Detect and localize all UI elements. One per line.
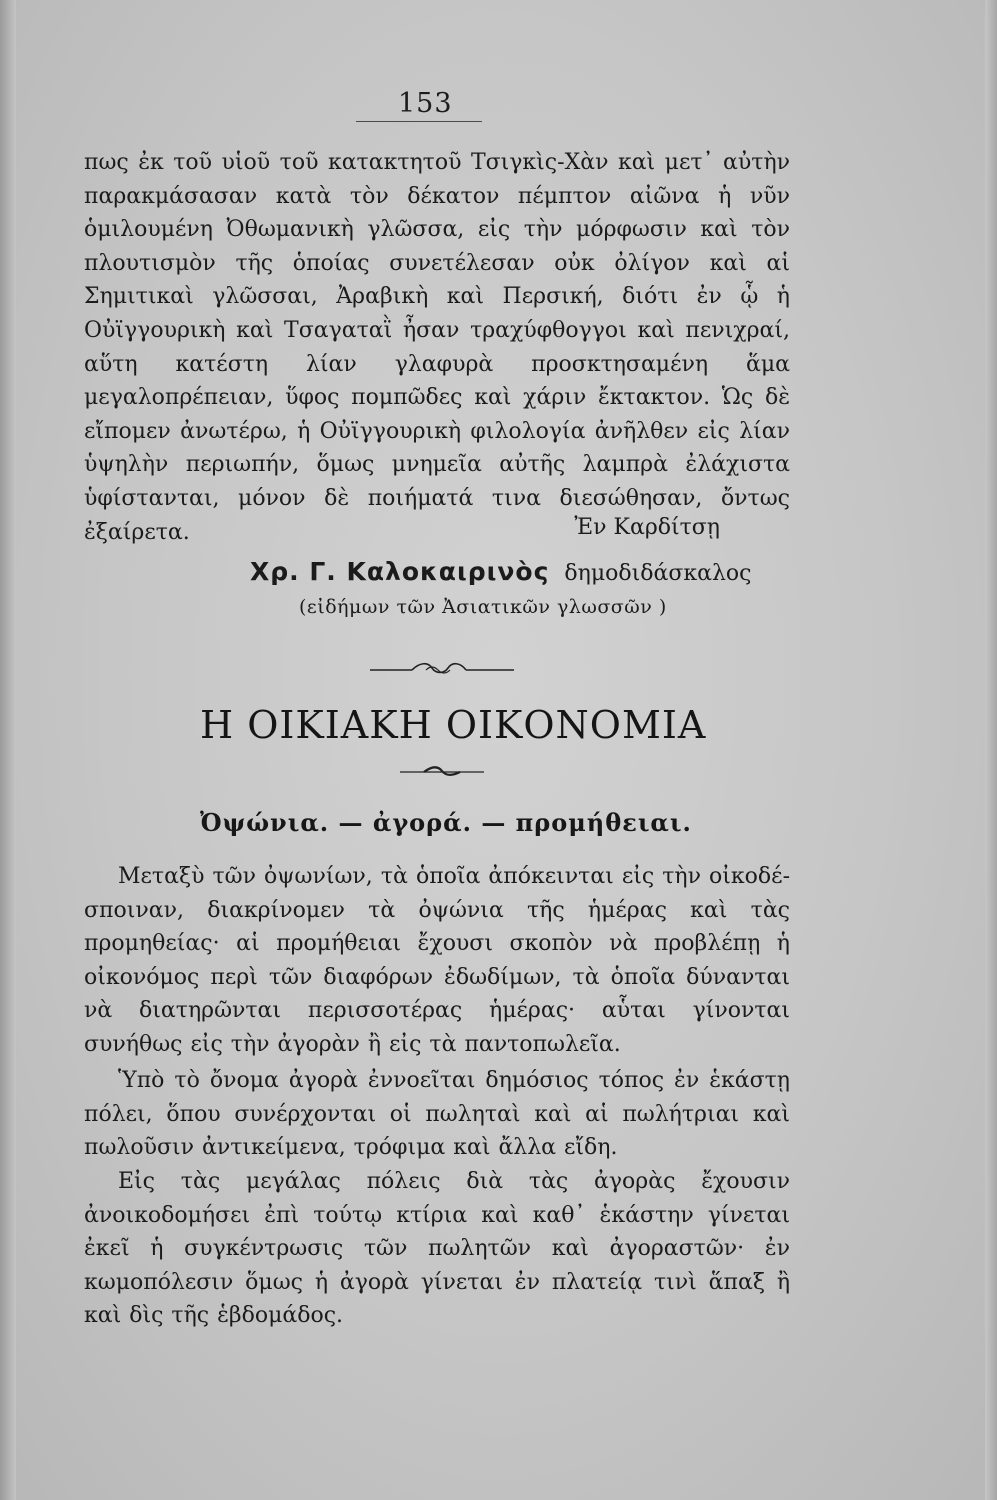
previous-article-closing-paragraph: πως ἐκ τοῦ υἱοῦ τοῦ κατακτητοῦ Τσιγκὶς-Χὰν καὶ μετ᾽ αὐτὴν παρακμάσασαν κατὰ τὸν δέκατον πέμπτον αἰῶνα ἡ νῦν ὁμιλουμένη Ὀθωμανικὴ γλῶσσα, εἰς τὴν μόρφωσιν καὶ τὸν πλουτισμὸν τῆς ὁποίας συνετέλεσαν οὐκ ὀλίγον καὶ αἱ Σημιτικαὶ γλῶσσαι, Ἀραβικὴ καὶ Περσική, διότι ἐν ᾧ ἡ Οὐϊγγουρικὴ καὶ Τσαγαταῒ ἦσαν τραχύφθογγοι καὶ πενιχραί, αὕτη κατέστη λίαν γλαφυρὰ προσκτησαμένη ἅμα μεγαλοπρέπειαν, ὕφος πομπῶδες καὶ χάριν ἔκτακτον. Ὡς δὲ εἴπομεν ἀνωτέρω, ἡ Οὐϊγγουρικὴ φιλολογία ἀνῆλθεν εἰς λίαν ὑψηλὴν περιωπήν, ὅμως μνημεῖα αὐτῆς λαμπρὰ ἐλάχιστα ὑφίστανται, μόνον δὲ ποιήματά τινα διεσώθησαν, ὄντως ἐξαίρετα. (84, 150, 790, 545)
page-number: 153 (398, 88, 453, 119)
article-paragraph: Εἰς τὰς μεγάλας πόλεις διὰ τὰς ἀγορὰς ἔχουσιν ἀνοικοδομήσει ἐπὶ τούτῳ κτίρια καὶ καθ᾽ ἑκάστην γίνεται ἐκεῖ ἡ συγκέντρωσις τῶν πωλητῶν καὶ ἀγοραστῶν· ἐν κωμοπόλεσιν ὅμως ἡ ἀγορὰ γίνεται ἐν πλατείᾳ τινὶ ἅπαξ ἢ καὶ δὶς τῆς ἑβδομάδος. (84, 1169, 790, 1329)
author-role: δημοδιδάσκαλος (564, 561, 752, 586)
author-name: Χρ. Γ. Καλοκαιρινὸς (250, 557, 550, 586)
article-paragraph: Μεταξὺ τῶν ὀψωνίων, τὰ ὁποῖα ἀπόκεινται εἰς τὴν οἰκοδέσποιναν, διακρίνομεν τὰ ὀψώνια τῆς ἡμέρας καὶ τὰς προμηθείας· αἱ προμήθειαι ἔχουσι σκοπὸν νὰ προβλέπῃ ἡ οἰκονόμος περὶ τῶν διαφόρων ἐδωδίμων, τὰ ὁποῖα δύνανται νὰ διατηρῶνται περισσοτέρας ἡμέρας· αὗται γίνονται συνήθως εἰς τὴν ἀγορὰν ἢ εἰς τὰ παντοπωλεῖα. (84, 864, 790, 1057)
section-heading: Ὀψώνια. — ἀγορά. — προμήθειαι. (200, 808, 692, 837)
page-edge-left (0, 0, 16, 1500)
divider-ornament-icon (368, 658, 516, 680)
article-title: Η ΟΙΚΙΑΚΗ ΟΙΚΟΝΟΜΙΑ (200, 703, 707, 747)
page-edge-right (985, 0, 997, 1500)
article-paragraph: Ὑπὸ τὸ ὄνομα ἀγορὰ ἐννοεῖται δημόσιος τόπος ἐν ἑκάστῃ πόλει, ὅπου συνέρχονται οἱ πωληταὶ καὶ αἱ πωλήτριαι καὶ πωλοῦσιν ἀντικείμενα, τρόφιμα καὶ ἄλλα εἴδη. (84, 1068, 790, 1161)
title-underline-ornament-icon (398, 762, 486, 780)
author-note: (εἰδήμων τῶν Ἀσιατικῶν γλωσσῶν ) (299, 596, 667, 618)
page-number-rule (356, 121, 482, 122)
place-line: Ἐν Καρδίτσῃ (574, 515, 720, 540)
author-signature (250, 557, 751, 586)
